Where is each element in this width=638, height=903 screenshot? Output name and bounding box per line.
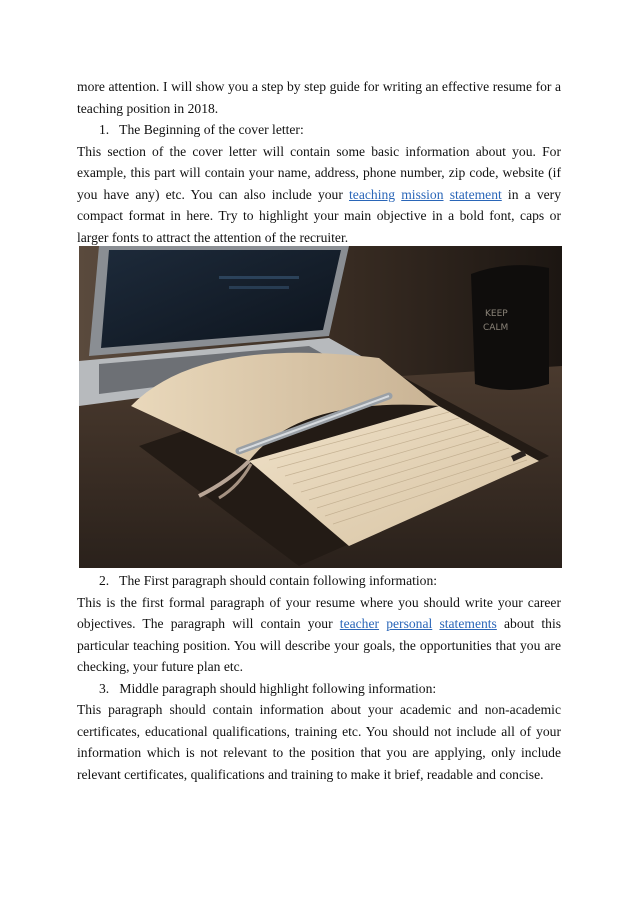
section-2-body: [77, 592, 561, 678]
section-1-heading: [77, 119, 561, 141]
notebook-photo: [79, 246, 562, 568]
section-2-body-end: about this particular teaching position. You will describe your goals, the opportunities that you are checking, your future plan etc.: [77, 616, 562, 674]
link-statement[interactable]: statement: [449, 186, 502, 202]
section-3-heading-text: Middle paragraph should highlight following information:: [119, 680, 437, 696]
link-teaching[interactable]: teaching: [349, 186, 396, 202]
intro-paragraph: more attention. I will show you a step by step guide for writing an effective resume for a teaching position in 2018.: [77, 79, 561, 116]
text-block-top: [77, 76, 561, 248]
section-2-number: 2.: [99, 573, 110, 588]
section-3-number: 3.: [99, 680, 110, 696]
svg-text:CALM: CALM: [483, 323, 509, 333]
section-1-number: 1.: [99, 122, 110, 137]
svg-text:KEEP: KEEP: [485, 309, 508, 319]
section-2-body-start: This is the first formal paragraph of your resume where you should write your career objectives. The paragraph will contain your: [77, 594, 561, 631]
link-teacher[interactable]: teacher: [339, 616, 380, 631]
section-1-body-end: in a very compact format in here. Try to highlight your main objective in a bold font, caps or larger fonts to attract the attention of the recruiter.: [77, 186, 561, 245]
notebook-photo-illustration: [79, 246, 562, 568]
link-personal[interactable]: personal: [386, 616, 433, 631]
link-mission[interactable]: mission: [401, 186, 444, 202]
text-block-bottom: [77, 570, 561, 785]
section-3-heading: [77, 678, 561, 700]
section-2-heading: [77, 570, 561, 592]
section-1-body-start: This section of the cover letter will contain some basic information about you. For example, this part will contain your name, address, phone number, zip code, website (if you have any) etc. You can also include your: [77, 143, 561, 202]
section-2-heading-text: The First paragraph should contain following information:: [119, 573, 438, 588]
section-1-heading-text: The Beginning of the cover letter:: [119, 122, 304, 137]
section-3-body: This paragraph should contain information about your academic and non-academic certificates, educational qualifications, training etc. You should not include all of your information which is not relevant to the position that you are applying, only include relevant certificates, qualifications and training to make it brief, readable and concise.: [77, 702, 561, 782]
link-statements[interactable]: statements: [439, 616, 497, 631]
section-1-body: [77, 141, 561, 249]
